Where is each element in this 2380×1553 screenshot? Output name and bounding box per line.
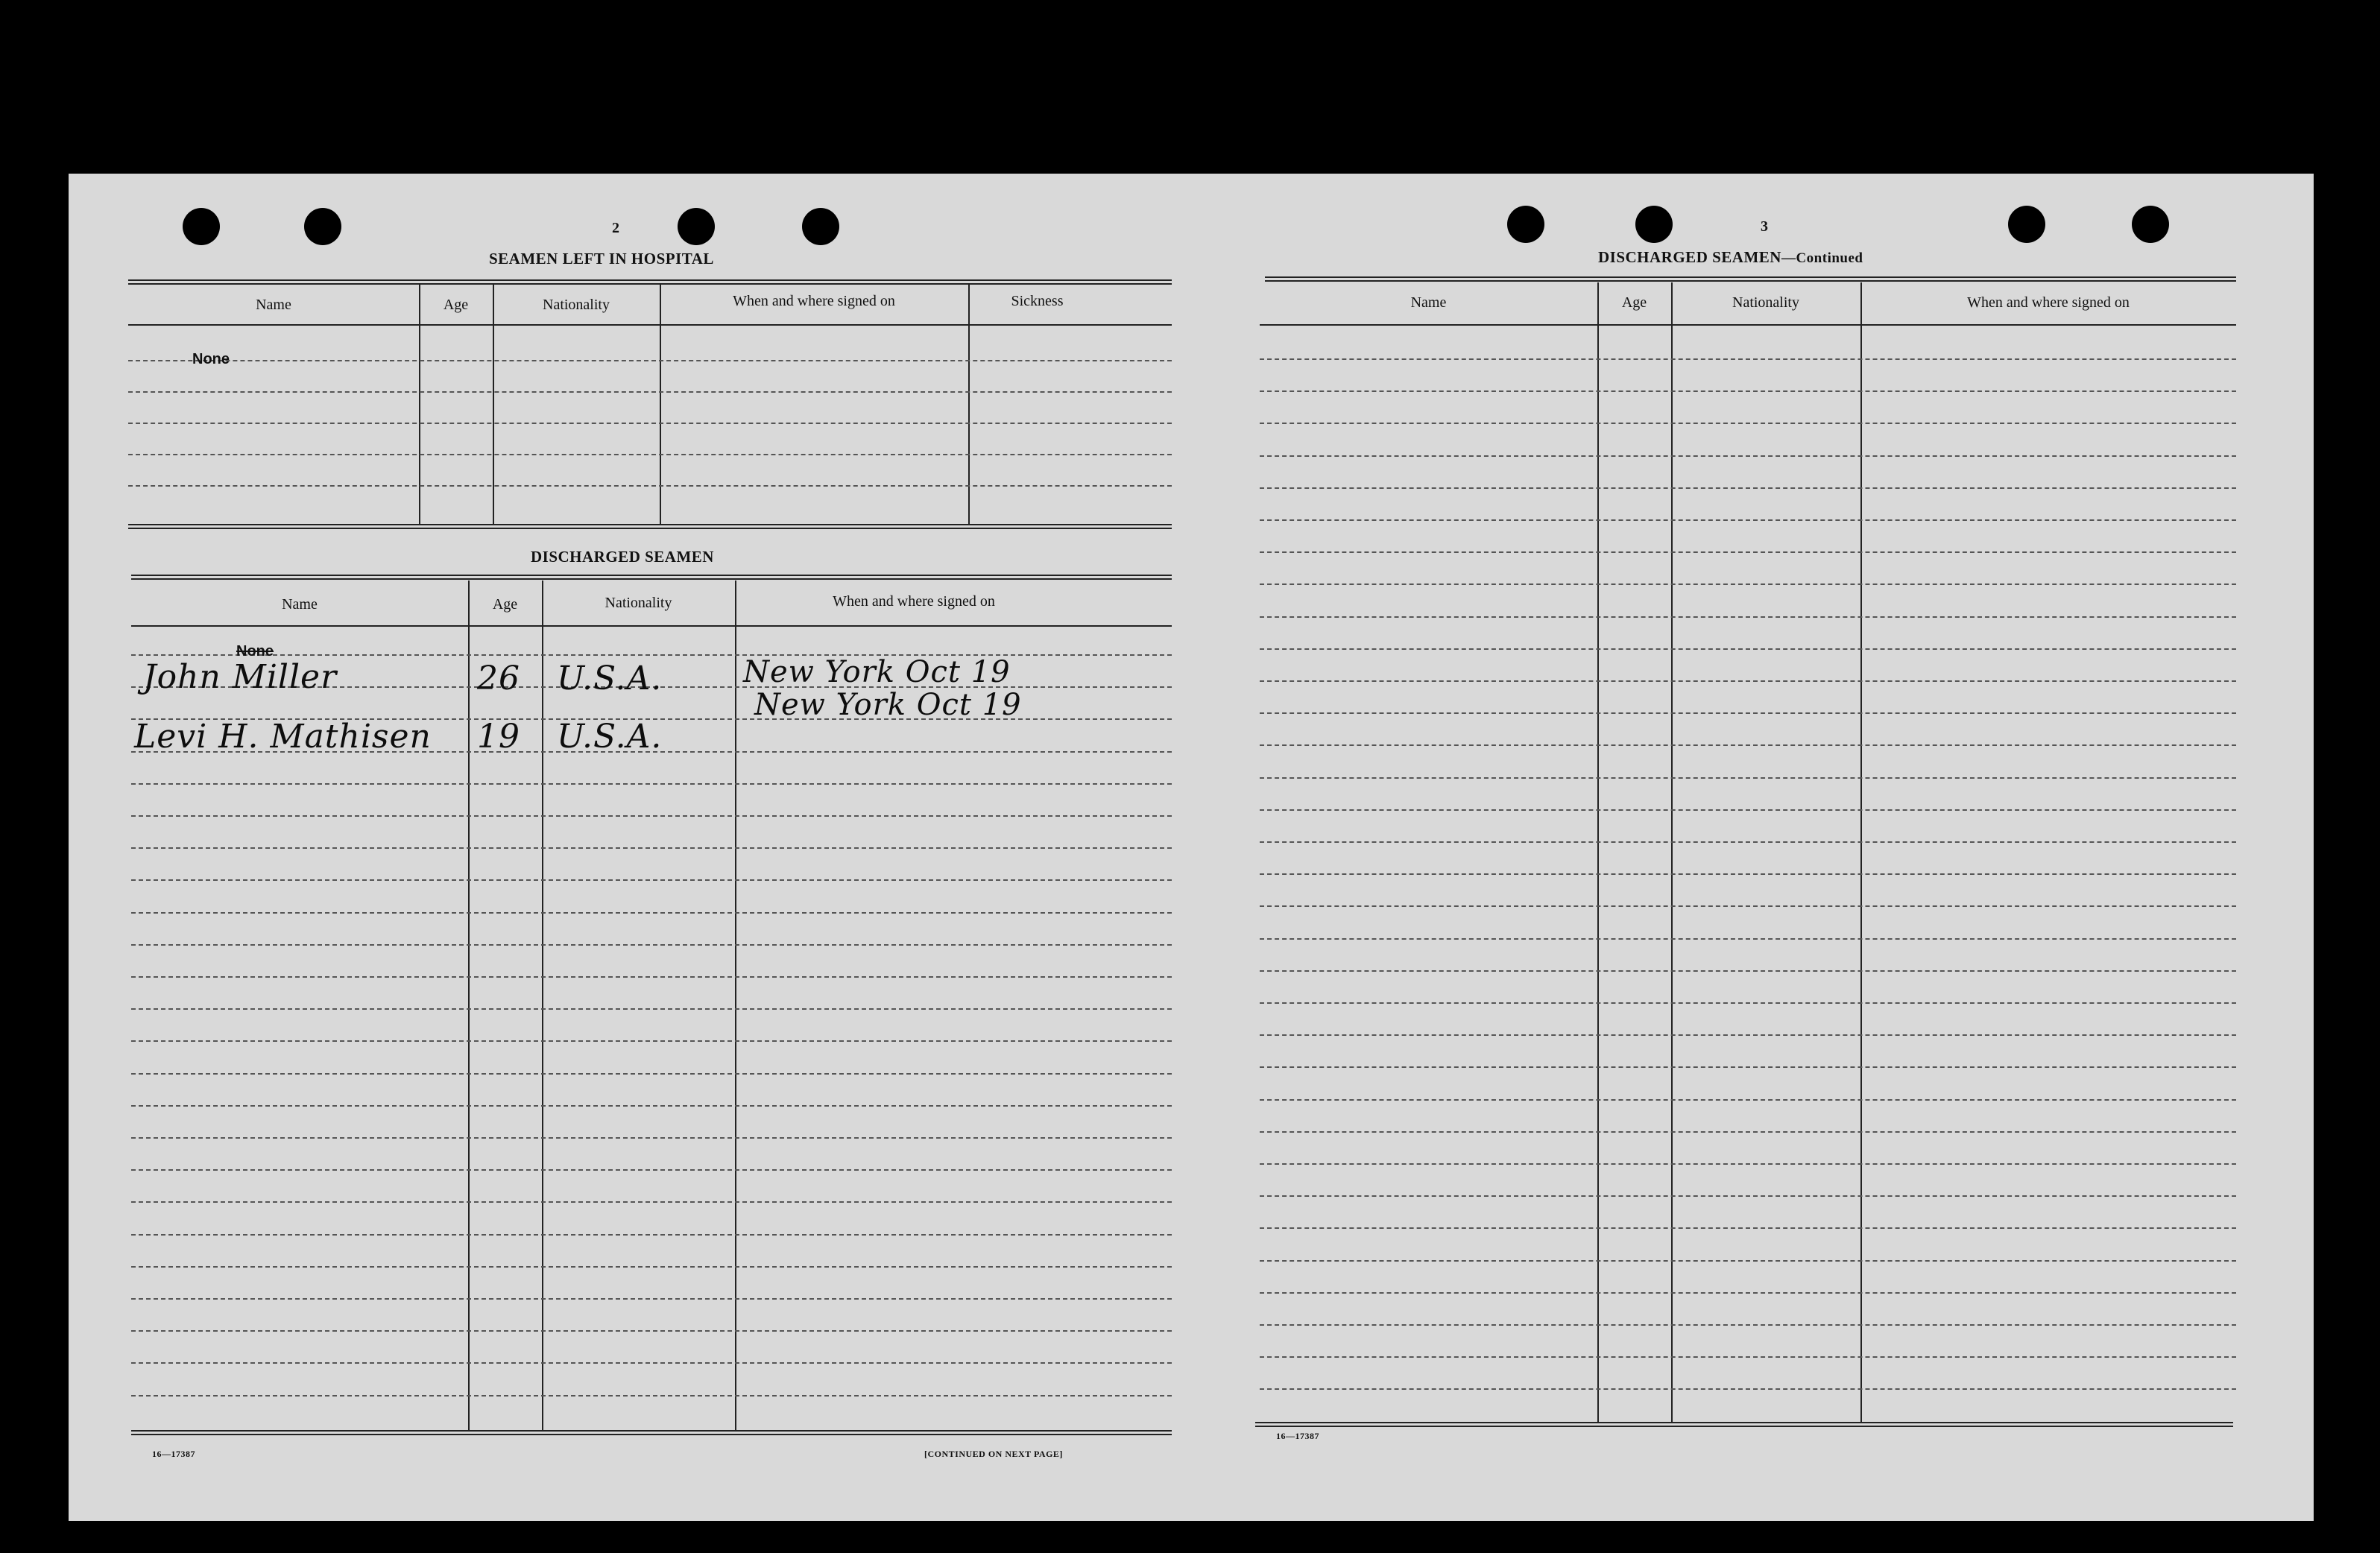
- hospital-row-line: [128, 423, 1172, 424]
- ledger-row-line: [131, 1105, 1172, 1107]
- ledger-row-line: [1260, 1131, 2236, 1133]
- punch-hole: [802, 208, 839, 245]
- discharged-col-nationality: Nationality: [605, 595, 672, 611]
- discharged-header-rule: [131, 625, 1172, 627]
- hospital-col-signed-on: When and where signed on: [733, 293, 895, 309]
- ledger-row-line: [131, 1073, 1172, 1075]
- form-number-left: 16—17387: [152, 1449, 195, 1459]
- hospital-col-nationality: Nationality: [543, 297, 610, 313]
- right-col-age: Age: [1621, 294, 1647, 311]
- ledger-row-line: [1260, 423, 2236, 424]
- ledger-row-line: [131, 976, 1172, 978]
- seaman-nationality: U.S.A.: [557, 718, 663, 756]
- right-col-nationality: Nationality: [1732, 294, 1799, 311]
- right-col-name: Name: [1410, 294, 1447, 311]
- hospital-section-title: SEAMEN LEFT IN HOSPITAL: [489, 250, 714, 268]
- ledger-row-line: [1260, 680, 2236, 682]
- punch-hole: [1507, 206, 1544, 243]
- ledger-row-line: [131, 1234, 1172, 1236]
- ledger-row-line: [131, 815, 1172, 817]
- form-number-right: 16—17387: [1276, 1431, 1319, 1441]
- hospital-col-divider: [419, 284, 420, 524]
- ledger-row-line: [1260, 1292, 2236, 1294]
- right-table-bottom-rule: [1255, 1422, 2233, 1427]
- hospital-table-top-rule: [128, 279, 1172, 285]
- ledger-row-line: [131, 944, 1172, 946]
- ledger-row-line: [1260, 1066, 2236, 1068]
- hospital-col-sickness: Sickness: [1011, 293, 1064, 309]
- ledger-row-line: [131, 1330, 1172, 1332]
- ledger-row-line: [1260, 519, 2236, 521]
- ledger-row-line: [1260, 1227, 2236, 1229]
- ledger-row-line: [1260, 1195, 2236, 1197]
- ledger-row-line: [1260, 390, 2236, 392]
- ledger-row-line: [1260, 455, 2236, 457]
- ledger-row-line: [131, 1169, 1172, 1171]
- ledger-row-line: [1260, 1002, 2236, 1004]
- ledger-row-line: [1260, 1324, 2236, 1326]
- ledger-row-line: [1260, 744, 2236, 746]
- discharged-col-divider: [468, 581, 470, 1430]
- seaman-nationality: U.S.A.: [557, 660, 663, 698]
- hospital-col-divider: [660, 284, 661, 524]
- ledger-row-line: [1260, 1388, 2236, 1390]
- punch-hole: [2132, 206, 2169, 243]
- ledger-row-line: [131, 912, 1172, 914]
- punch-hole: [678, 208, 715, 245]
- punch-hole: [183, 208, 220, 245]
- ledger-row-line: [1260, 487, 2236, 489]
- seaman-age: 19: [477, 718, 520, 756]
- ledger-row-line: [1260, 809, 2236, 811]
- discharged-col-name: Name: [282, 596, 318, 613]
- ledger-row-line: [1260, 905, 2236, 907]
- right-table-top-rule: [1265, 276, 2236, 282]
- page-number-left: 2: [612, 220, 619, 236]
- ledger-row-line: [131, 1040, 1172, 1042]
- seaman-signed-on: New York Oct 19: [743, 655, 1011, 689]
- seaman-name: John Miller: [143, 658, 338, 696]
- seaman-name: Levi H. Mathisen: [134, 718, 432, 756]
- discharged-section-title: DISCHARGED SEAMEN: [531, 548, 714, 566]
- ledger-row-line: [1260, 777, 2236, 779]
- ledger-row-line: [1260, 938, 2236, 940]
- ledger-row-line: [1260, 1356, 2236, 1358]
- hospital-col-age: Age: [443, 297, 469, 313]
- hospital-row-line: [128, 391, 1172, 393]
- right-header-rule: [1260, 324, 2236, 326]
- ledger-row-line: [131, 847, 1172, 849]
- ledger-row-line: [131, 654, 1172, 656]
- ledger-row-line: [131, 1266, 1172, 1268]
- right-section-title: [1598, 248, 1863, 267]
- hospital-row-line: [128, 454, 1172, 455]
- hospital-table-bottom-rule: [128, 524, 1172, 529]
- ledger-row-line: [1260, 873, 2236, 875]
- continued-note: [CONTINUED ON NEXT PAGE]: [924, 1449, 1063, 1459]
- ledger-row-line: [131, 1395, 1172, 1397]
- ledger-row-line: [1260, 970, 2236, 972]
- page-number-right: 3: [1761, 218, 1768, 235]
- right-title-main: DISCHARGED SEAMEN: [1598, 248, 1781, 266]
- ledger-row-line: [131, 1137, 1172, 1139]
- seaman-age: 26: [477, 660, 520, 698]
- hospital-col-divider: [493, 284, 494, 524]
- ledger-row-line: [131, 783, 1172, 785]
- right-title-suffix: —Continued: [1781, 250, 1863, 266]
- ledger-row-line: [1260, 841, 2236, 843]
- hospital-row-line: [128, 360, 1172, 361]
- ledger-row-line: [1260, 712, 2236, 714]
- ledger-row-line: [131, 1201, 1172, 1203]
- hospital-col-name: Name: [256, 297, 291, 313]
- ledger-row-line: [1260, 648, 2236, 650]
- ledger-row-line: [1260, 358, 2236, 360]
- right-col-divider: [1860, 282, 1862, 1423]
- discharged-col-signed-on: When and where signed on: [833, 593, 995, 610]
- ledger-row-line: [1260, 1260, 2236, 1262]
- right-col-signed-on: When and where signed on: [1967, 294, 2130, 311]
- hospital-row-line: [128, 485, 1172, 487]
- ledger-row-line: [1260, 1099, 2236, 1101]
- punch-hole: [304, 208, 341, 245]
- ledger-row-line: [131, 879, 1172, 881]
- ledger-row-line: [131, 1298, 1172, 1300]
- ledger-row-line: [131, 1362, 1172, 1364]
- ledger-row-line: [1260, 1163, 2236, 1165]
- ledger-row-line: [1260, 1034, 2236, 1036]
- hospital-col-divider: [968, 284, 970, 524]
- document-sheet: [69, 174, 2314, 1521]
- right-col-divider: [1671, 282, 1673, 1423]
- ledger-row-line: [1260, 583, 2236, 585]
- hospital-none-entry: None: [192, 351, 230, 367]
- struck-out-none: None: [236, 643, 274, 660]
- seaman-signed-on: New York Oct 19: [754, 688, 1022, 722]
- punch-hole: [1635, 206, 1673, 243]
- discharged-table-top-rule: [131, 575, 1172, 580]
- discharged-table-bottom-rule: [131, 1430, 1172, 1435]
- ledger-row-line: [131, 1008, 1172, 1010]
- discharged-col-divider: [735, 581, 736, 1430]
- right-col-divider: [1597, 282, 1599, 1423]
- discharged-col-divider: [542, 581, 543, 1430]
- discharged-col-age: Age: [492, 596, 518, 613]
- punch-hole: [2008, 206, 2045, 243]
- ledger-row-line: [1260, 616, 2236, 618]
- hospital-header-rule: [128, 324, 1172, 326]
- ledger-row-line: [1260, 551, 2236, 553]
